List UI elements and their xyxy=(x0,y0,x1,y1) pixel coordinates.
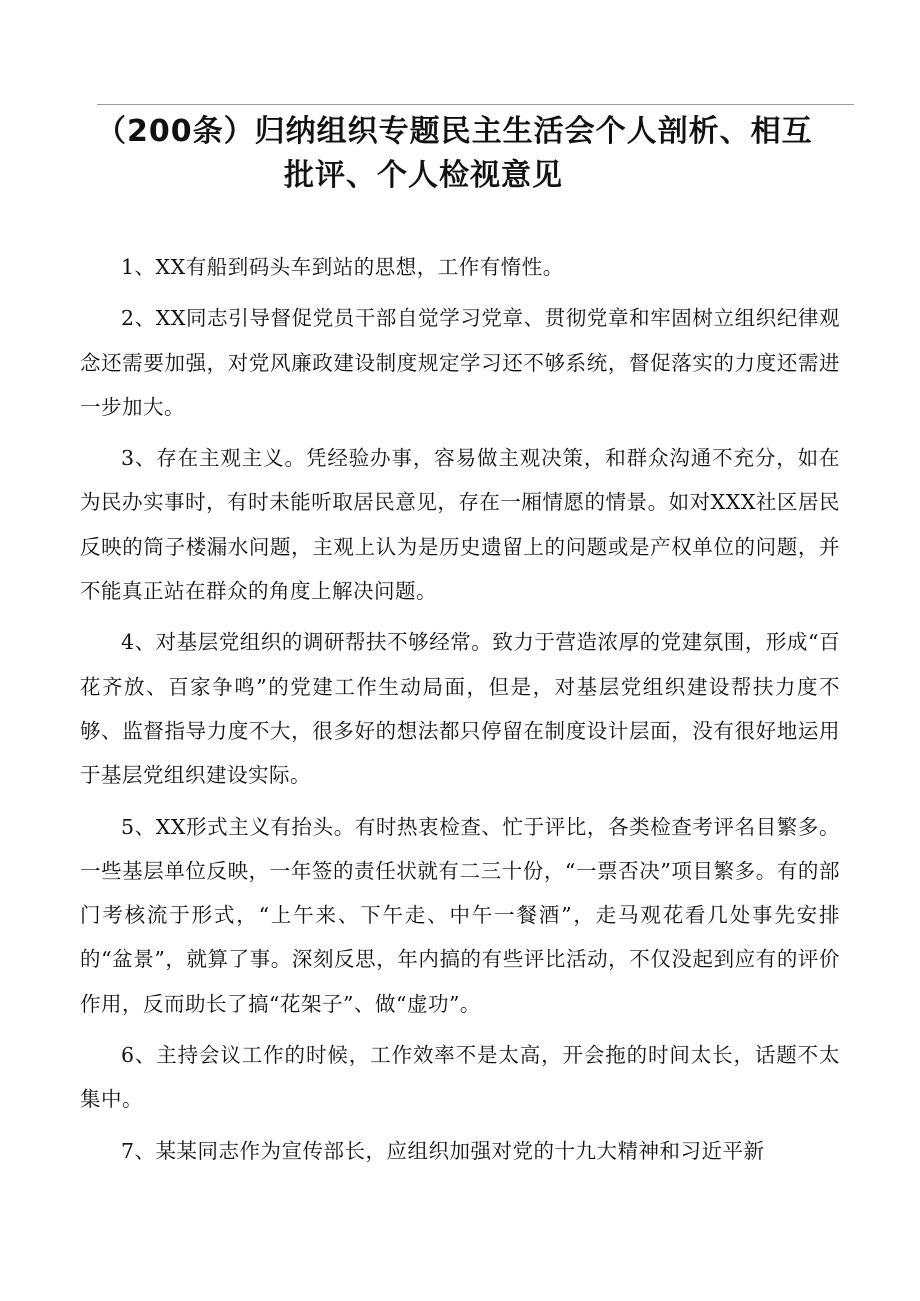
paragraph-4: 4、对基层党组织的调研帮扶不够经常。致力于营造浓厚的党建氛围，形成“百花齐放、百家争鸣”的党建工作生动局面，但是，对基层党组织建设帮扶力度不够、监督指导力度不大，很多好的想法都只停留在制度设计层面，没有很好地运用于基层党组织建设实际。 xyxy=(80,630,840,788)
paragraph-7: 7、某某同志作为宣传部长，应组织加强对党的十九大精神和习近平新 xyxy=(121,1138,765,1163)
paragraph-3: 3、存在主观主义。凭经验办事，容易做主观决策，和群众沟通不充分，如在为民办实事时，有时未能听取居民意见，存在一厢情愿的情景。如对XXX社区居民反映的筒子楼漏水问题，主观上认为是历史遗留上的问题或是产权单位的问题，并不能真正站在群众的角度上解决问题。 xyxy=(80,446,840,604)
document-title xyxy=(96,110,840,198)
document-body xyxy=(80,245,840,1180)
paragraph-1: 1、XX有船到码头车到站的思想，工作有惰性。 xyxy=(121,255,564,279)
header-rule xyxy=(97,104,854,105)
paragraph-2: 2、XX同志引导督促党员干部自觉学习党章、贯彻党章和牢固树立组织纪律观念还需要加强，对党风廉政建设制度规定学习还不够系统，督促落实的力度还需进一步加大。 xyxy=(80,306,840,419)
paragraph-6: 6、主持会议工作的时候，工作效率不是太高，开会拖的时间太长，话题不太集中。 xyxy=(80,1043,840,1112)
paragraph-5: 5、XX形式主义有抬头。有时热衷检查、忙于评比，各类检查考评名目繁多。一些基层单位反映，一年签的责任状就有二三十份，“一票否决”项目繁多。有的部门考核流于形式，“上午来、下午走、中午一餐酒”，走马观花看几处事先安排的“盆景”，就算了事。深刻反思，年内搞的有些评比活动，不仅没起到应有的评价作用，反而助长了搞“花架子”、做“虚功”。 xyxy=(80,814,840,1016)
title-line-1: （200条）归纳组织专题民主生活会个人剖析、相互 xyxy=(96,114,813,149)
title-line-2: 批评、个人检视意见 xyxy=(284,158,563,193)
